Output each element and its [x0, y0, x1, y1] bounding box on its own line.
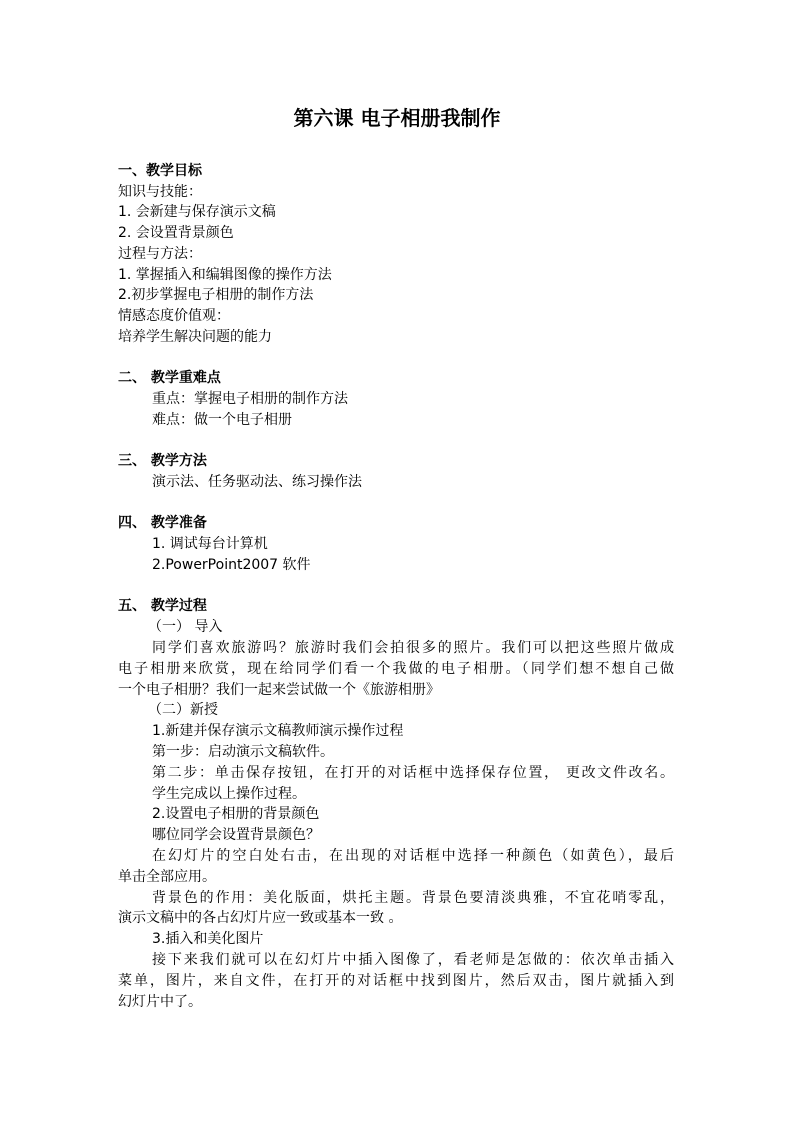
s1-line-3: 2. 会设置背景颜色	[118, 225, 234, 241]
s5-subheading-intro: （一） 导入	[148, 619, 223, 635]
s5-line-12: 在幻灯片的空白处右击，在出现的对话框中选择一种颜色（如黄色），最后	[152, 848, 674, 864]
s1-line-2: 1. 会新建与保存演示文稿	[118, 204, 276, 220]
s1-line-6: 2.初步掌握电子相册的制作方法	[118, 287, 314, 303]
s5-line-15: 演示文稿中的各占幻灯片应一致或基本一致 。	[118, 910, 403, 926]
section-2-heading: 二、 教学重难点	[118, 370, 221, 386]
s5-subheading-new: （二）新授	[148, 702, 218, 718]
s3-line-1: 演示法、任务驱动法、练习操作法	[152, 474, 362, 490]
s5-line-13: 单击全部应用。	[118, 869, 216, 885]
s2-line-2: 难点：做一个电子相册	[152, 412, 292, 428]
section-4-heading: 四、 教学准备	[118, 515, 207, 531]
s4-line-1: 1. 调试每台计算机	[152, 536, 268, 552]
s1-line-1: 知识与技能：	[118, 184, 202, 200]
page-title: 第六课 电子相册我制作	[293, 106, 501, 130]
s5-line-11: 哪位同学会设置背景颜色？	[152, 827, 320, 843]
s5-line-6: 1.新建并保存演示文稿教师演示操作过程	[152, 723, 404, 739]
s5-line-2: 同学们喜欢旅游吗？旅游时我们会拍很多的照片。我们可以把这些照片做成	[152, 640, 674, 656]
s5-line-7: 第一步：启动演示文稿软件。	[152, 744, 334, 760]
s5-line-17: 接下来我们就可以在幻灯片中插入图像了，看老师是怎做的：依次单击插入	[152, 952, 674, 968]
s5-line-9: 学生完成以上操作过程。	[152, 786, 306, 802]
s5-line-18: 菜单，图片，来自文件，在打开的对话框中找到图片，然后双击，图片就插入到	[118, 973, 674, 989]
s1-line-5: 1. 掌握插入和编辑图像的操作方法	[118, 267, 332, 283]
s1-line-4: 过程与方法：	[118, 246, 202, 262]
s1-line-7: 情感态度价值观：	[118, 308, 230, 324]
s5-line-8: 第二步：单击保存按钮，在打开的对话框中选择保存位置， 更改文件改名。	[152, 765, 674, 781]
s5-line-10: 2.设置电子相册的背景颜色	[152, 806, 320, 822]
section-5-heading: 五、 教学过程	[118, 598, 207, 614]
s5-line-4: 一个电子相册？我们一起来尝试做一个《旅游相册》	[118, 682, 440, 698]
s4-line-2: 2.PowerPoint2007 软件	[152, 557, 311, 573]
s1-line-8: 培养学生解决问题的能力	[118, 329, 272, 345]
s5-line-3: 电子相册来欣赏，现在给同学们看一个我做的电子相册。（同学们想不想自己做	[118, 661, 674, 677]
section-3-heading: 三、 教学方法	[118, 453, 207, 469]
section-1-heading: 一、教学目标	[118, 163, 202, 179]
s5-line-16: 3.插入和美化图片	[152, 931, 264, 947]
s5-line-14: 背景色的作用：美化版面，烘托主题。背景色要清淡典雅，不宜花哨零乱，	[152, 890, 674, 906]
s5-line-19: 幻灯片中了。	[118, 994, 202, 1010]
s2-line-1: 重点：掌握电子相册的制作方法	[152, 391, 348, 407]
